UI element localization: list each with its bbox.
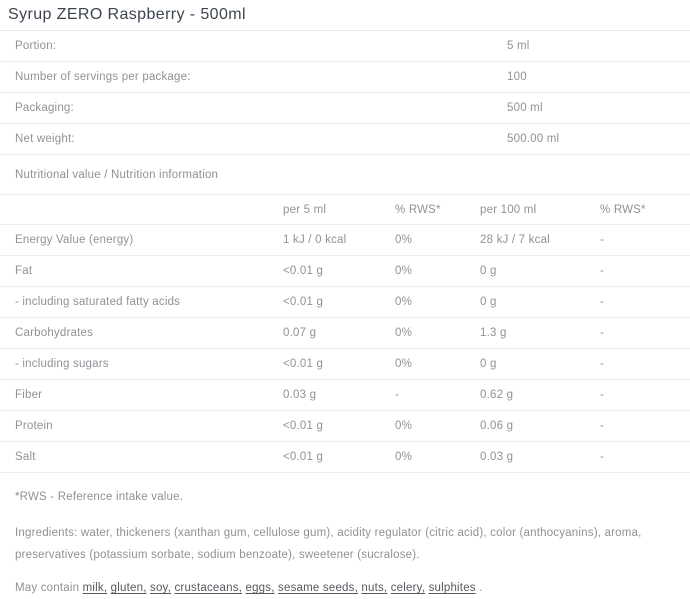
value-per-portion: <0.01 g [283, 296, 324, 308]
allergen-link-sesame-seeds[interactable]: sesame seeds, [278, 582, 358, 594]
info-row-packaging [0, 93, 690, 124]
value-rws-100ml: - [600, 327, 605, 339]
info-label: Net weight: [15, 133, 75, 145]
allergen-suffix: . [479, 582, 483, 594]
info-value: 500.00 ml [507, 133, 560, 145]
value-per-portion: <0.01 g [283, 451, 324, 463]
value-per-100ml: 0 g [480, 296, 497, 308]
info-value: 100 [507, 71, 527, 83]
allergen-link-celery[interactable]: celery, [390, 582, 426, 594]
info-label: Number of servings per package: [15, 71, 191, 83]
table-row-saturated-fat [0, 287, 690, 318]
value-per-100ml: 1.3 g [480, 327, 507, 339]
nutrient-label: - including sugars [15, 358, 109, 370]
info-row-servings [0, 62, 690, 93]
column-header-per-100ml: per 100 ml [480, 203, 537, 216]
value-per-100ml: 0.06 g [480, 420, 514, 432]
allergen-link-eggs[interactable]: eggs, [245, 582, 275, 594]
value-rws-portion: - [395, 389, 400, 401]
nutrition-table-header [0, 195, 690, 225]
table-row-carbohydrates [0, 318, 690, 349]
info-value: 5 ml [507, 40, 530, 52]
nutrient-label: Fiber [15, 389, 43, 401]
nutrient-label: Energy Value (energy) [15, 234, 134, 246]
value-per-portion: 1 kJ / 0 kcal [283, 234, 347, 246]
ingredients-text: Ingredients: water, thickeners (xanthan gum, cellulose gum), acidity regulator (citric acid), color (anthocyanins), aroma, preservatives (potassium sorbate, sodium benzoate), sweetener (sucralose). [15, 527, 642, 561]
table-row-fat [0, 256, 690, 287]
info-label: Packaging: [15, 102, 74, 114]
nutrient-label: - including saturated fatty acids [15, 296, 181, 308]
table-row-fiber [0, 380, 690, 411]
value-per-portion: <0.01 g [283, 265, 324, 277]
value-per-portion: <0.01 g [283, 358, 324, 370]
column-header-rws-100ml: % RWS* [600, 203, 646, 216]
allergen-link-milk[interactable]: milk, [82, 582, 108, 594]
value-per-portion: 0.03 g [283, 389, 317, 401]
table-row-salt [0, 442, 690, 473]
value-rws-portion: 0% [395, 296, 413, 308]
column-header-per-portion: per 5 ml [283, 203, 327, 216]
value-rws-100ml: - [600, 389, 605, 401]
allergen-link-sulphites[interactable]: sulphites [428, 582, 476, 594]
value-per-100ml: 0.03 g [480, 451, 514, 463]
allergen-prefix: May contain [15, 582, 80, 594]
nutrient-label: Salt [15, 451, 36, 463]
nutrient-label: Fat [15, 265, 33, 277]
rws-footnote: *RWS - Reference intake value. [15, 491, 184, 503]
value-per-100ml: 0 g [480, 358, 497, 370]
value-rws-100ml: - [600, 451, 605, 463]
allergen-notice [15, 577, 675, 599]
product-title: Syrup ZERO Raspberry - 500ml [0, 0, 690, 31]
allergen-link-nuts[interactable]: nuts, [361, 582, 388, 594]
allergen-link-crustaceans[interactable]: crustaceans, [174, 582, 243, 594]
nutrient-label: Protein [15, 420, 53, 432]
value-per-100ml: 28 kJ / 7 kcal [480, 234, 550, 246]
value-per-portion: <0.01 g [283, 420, 324, 432]
value-rws-portion: 0% [395, 234, 413, 246]
table-row-sugars [0, 349, 690, 380]
table-row-energy [0, 225, 690, 256]
value-rws-100ml: - [600, 420, 605, 432]
info-row-net-weight [0, 124, 690, 155]
value-rws-portion: 0% [395, 451, 413, 463]
value-rws-100ml: - [600, 358, 605, 370]
column-header-rws-portion: % RWS* [395, 203, 441, 216]
table-row-protein [0, 411, 690, 442]
nutrient-label: Carbohydrates [15, 327, 94, 339]
value-rws-100ml: - [600, 265, 605, 277]
value-rws-portion: 0% [395, 265, 413, 277]
nutrition-section-title: Nutritional value / Nutrition information [0, 155, 690, 195]
allergen-link-soy[interactable]: soy, [150, 582, 172, 594]
info-label: Portion: [15, 40, 57, 52]
allergen-link-gluten[interactable]: gluten, [110, 582, 147, 594]
value-rws-portion: 0% [395, 420, 413, 432]
info-row-portion [0, 31, 690, 62]
value-per-100ml: 0 g [480, 265, 497, 277]
value-rws-portion: 0% [395, 358, 413, 370]
value-rws-100ml: - [600, 234, 605, 246]
info-value: 500 ml [507, 102, 543, 114]
value-per-100ml: 0.62 g [480, 389, 514, 401]
value-rws-100ml: - [600, 296, 605, 308]
value-rws-portion: 0% [395, 327, 413, 339]
value-per-portion: 0.07 g [283, 327, 317, 339]
